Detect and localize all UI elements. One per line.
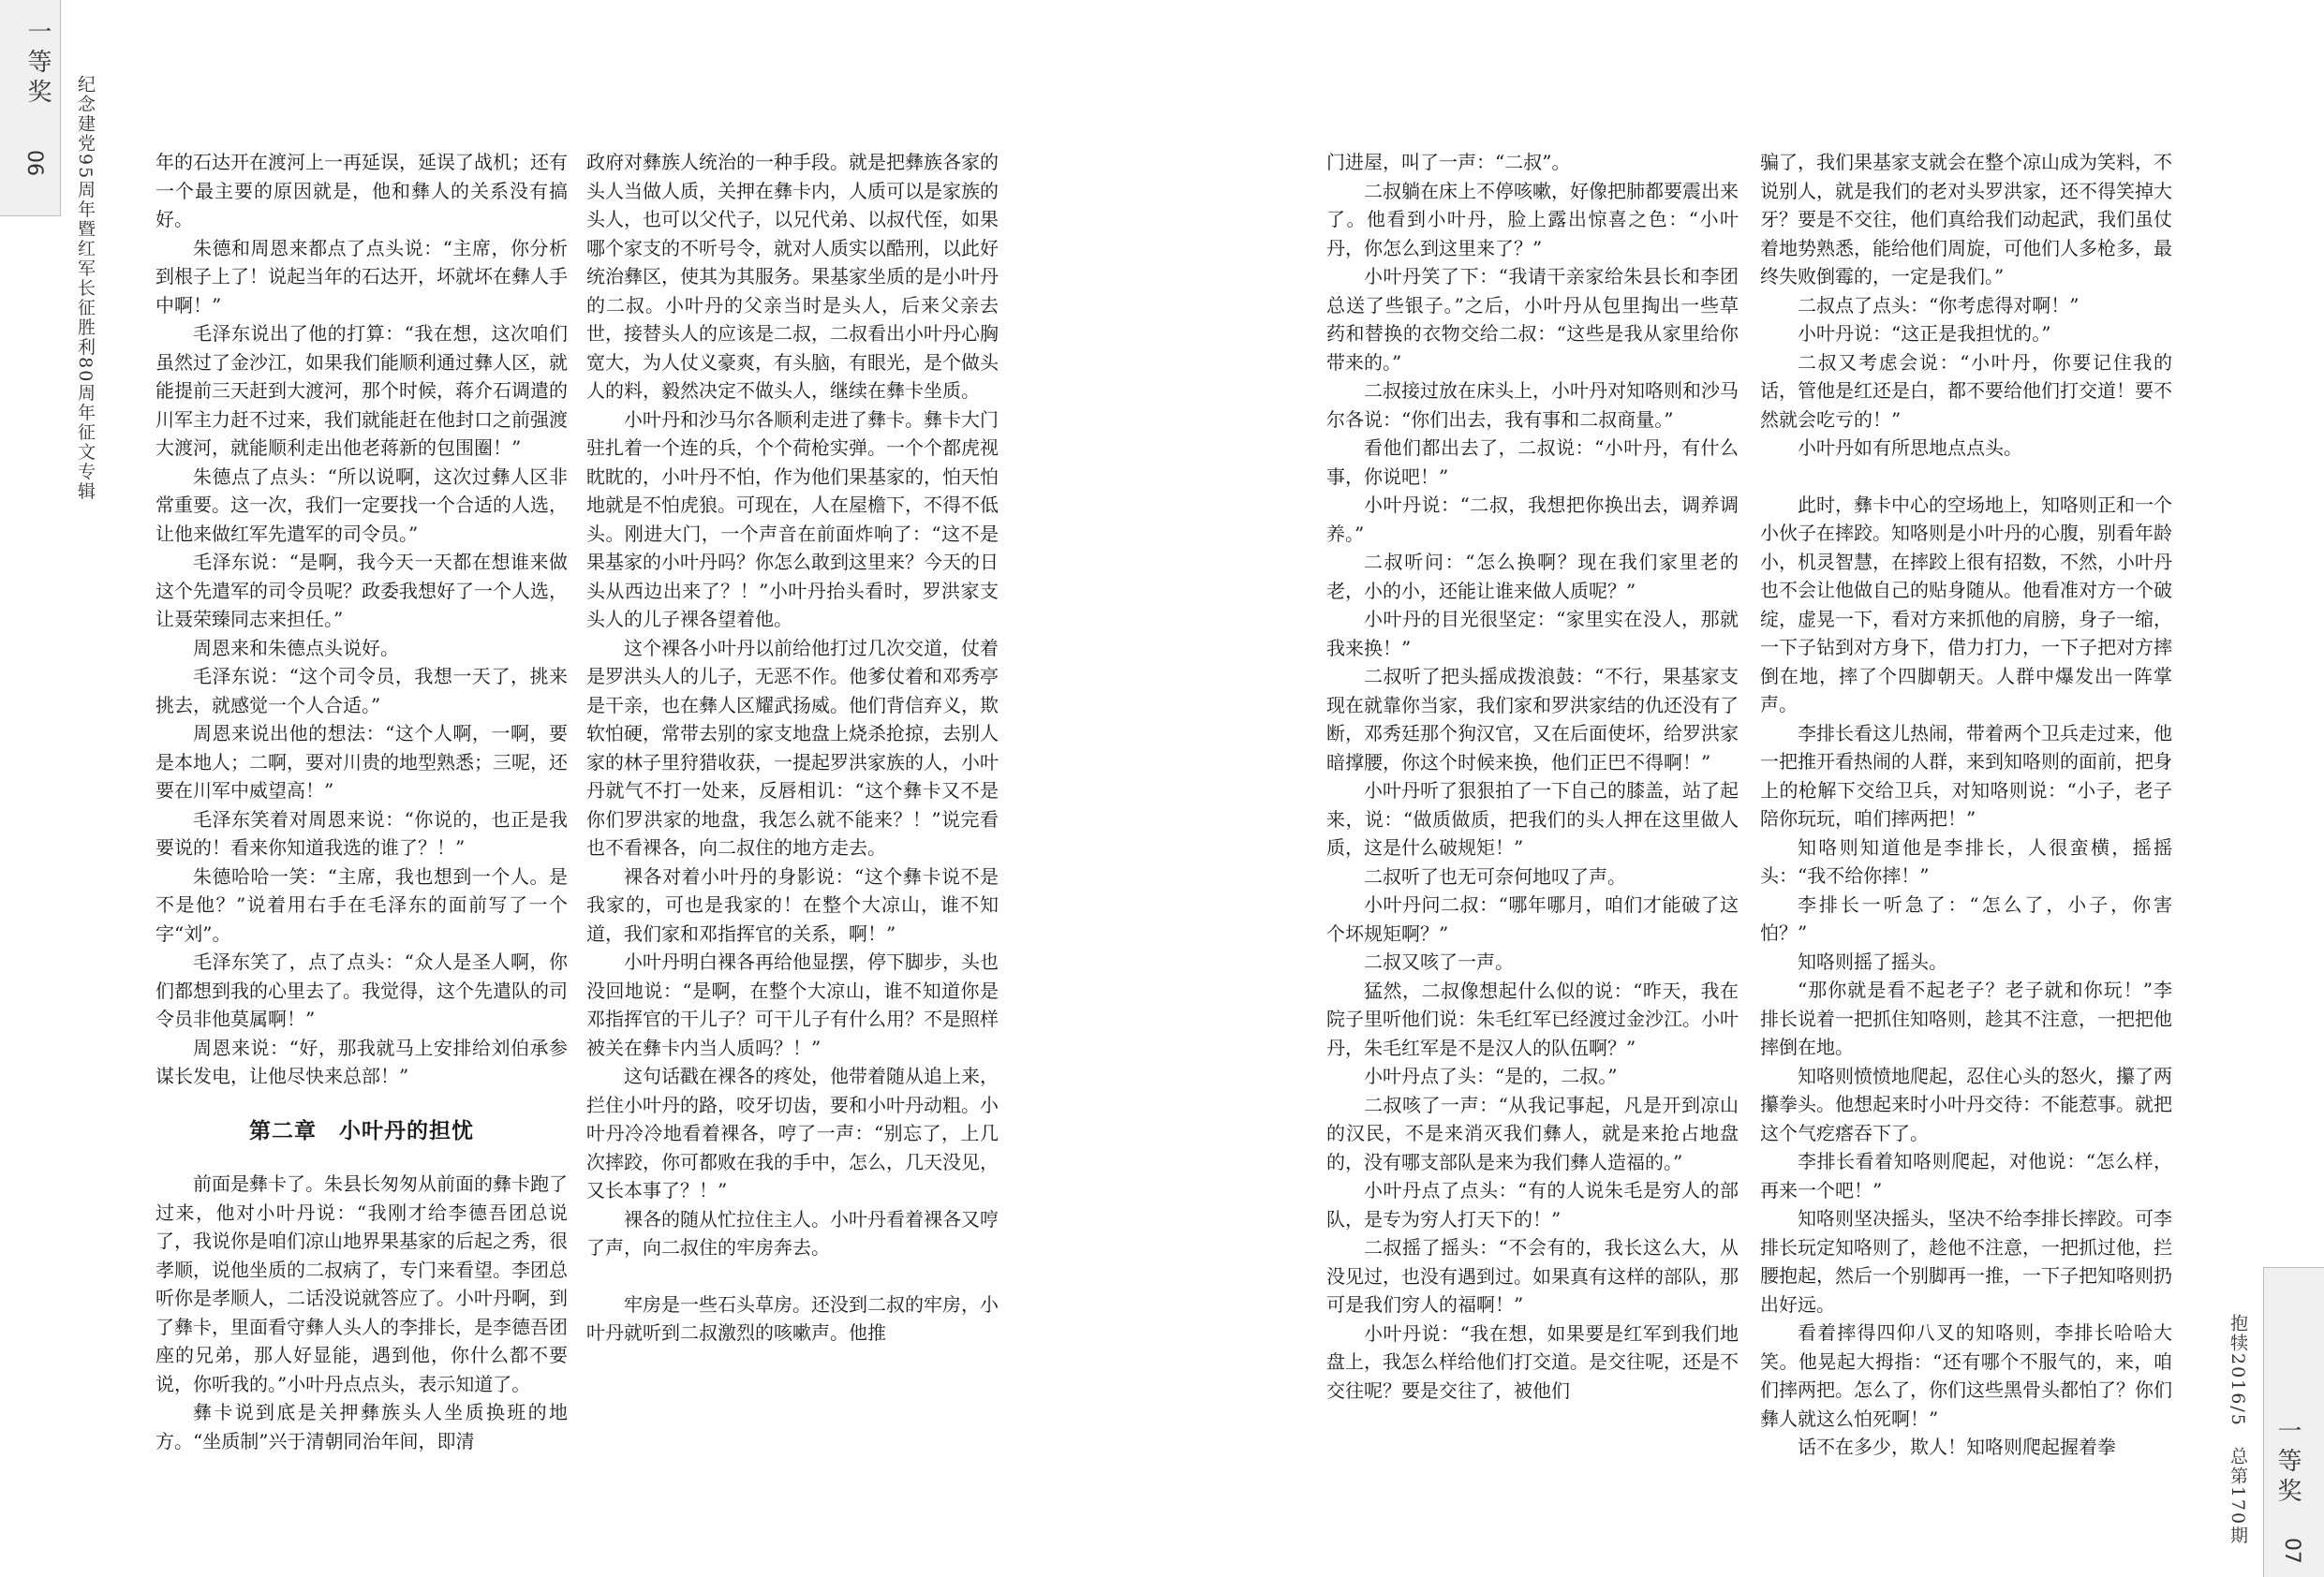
paragraph: 二叔接过放在床头上，小叶丹对知咯则和沙马尔各说：“你们出去，我有事和二叔商量。” (1326, 379, 1739, 431)
paragraph: 李排长看着知咯则爬起，对他说：“怎么样，再来一个吧！” (1760, 1150, 2172, 1201)
right-page (1162, 0, 2324, 1577)
paragraph: 牢房是一些石头草房。还没到二叔的牢房，小叶丹就听到二叔激烈的咳嗽声。他推 (586, 1292, 999, 1344)
paragraph: 小叶丹问二叔：“哪年哪月，咱们才能破了这个坏规矩啊？” (1326, 893, 1739, 945)
paragraph: 小叶丹说：“二叔，我想把你换出去，调养调养。” (1326, 494, 1739, 545)
paragraph: 知咯则知道他是李排长，人很蛮横，摇摇头：“我不给你摔！” (1760, 835, 2172, 887)
text-column-2 (586, 148, 999, 1553)
paragraph: 小叶丹说：“我在想，如果要是红军到我们地盘上，我怎么样给他们打交道。是交往呢，还是不交往呢？要是交往了，被他们 (1326, 1321, 1739, 1402)
paragraph: 小叶丹点了点头：“有的人说朱毛是穷人的部队，是专为穷人打天下的！” (1326, 1179, 1739, 1231)
paragraph: 知咯则坚决摇头，坚决不给李排长摔跤。可李排长玩定知咯则了，趁他不注意，一把抓过他，拦腰抱起，然后一个别脚再一推，一下子把知咯则扔出好远。 (1760, 1207, 2172, 1316)
paragraph: 年的石达开在渡河上一再延误，延误了战机；还有一个最主要的原因就是，他和彝人的关系没有搞好。 (155, 151, 568, 230)
series-title: 纪念建党95周年暨红军长征胜利80周年征文专辑 (75, 75, 96, 502)
paragraph: 猛然，二叔像想起什么似的说：“昨天，我在院子里听他们说：朱毛红军已经渡过金沙江。小叶丹，朱毛红军是不是汉人的队伍啊？” (1326, 979, 1739, 1059)
paragraph: 李排长一听急了：“怎么了，小子，你害怕？” (1760, 892, 2172, 944)
paragraph: 二叔又咳了一声。 (1364, 951, 1514, 973)
paragraph: 骗了，我们果基家支就会在整个凉山成为笑料，不说别人，就是我们的老对头罗洪家，还不得笑掉大牙？要是不交往，他们真给我们动起武，我们虽仗着地势熟悉，能给他们周旋，可他们人多枪多，最终失败倒霉的，一定是我们。” (1760, 151, 2172, 287)
page-tab (0, 0, 61, 216)
paragraph: 话不在多少，欺人！知咯则爬起握着拳 (1798, 1436, 2116, 1458)
paragraph: 政府对彝族人统治的一种手段。就是把彝族各家的头人当做人质，关押在彝卡内，人质可以是家族的头人，也可以父代子，以兄代弟、以叔代侄，如果哪个家支的不听号令，就对人质实以酷刑，以此好统治彝区，使其为其服务。果基家坐质的是小叶丹的二叔。小叶丹的父亲当时是头人，后来父亲去世，接替头人的应该是二叔，二叔看出小叶丹心胸宽大，为人仗义豪爽，有头脑，有眼光，是个做头人的料，毅然决定不做头人，继续在彝卡坐质。 (586, 151, 999, 402)
text-column-4 (1760, 148, 2172, 1553)
section-gap (1760, 463, 2172, 491)
paragraph: 李排长看这儿热闹，带着两个卫兵走过来，他一把推开看热闹的人群，来到知咯则的面前，把身上的枪解下交给卫兵，对知咯则说：“小子，老子陪你玩玩，咱们摔两把！” (1760, 721, 2172, 830)
paragraph: 小叶丹听了狠狠拍了一下自己的膝盖，站了起来，说：“做质做质，把我们的头人押在这里做人质，这是什么破规矩！” (1326, 779, 1739, 859)
paragraph: 毛泽东说出了他的打算：“我在想，这次咱们虽然过了金沙江，如果我们能顺利通过彝人区，就能提前三天赶到大渡河，那个时候，蒋介石调遣的川军主力赶不过来，我们就能赶在他封口之前强渡大渡河，就能顺利走出他老蒋新的包围圈！” (155, 322, 568, 459)
paragraph: 小叶丹如有所思地点点头。 (1798, 436, 2022, 459)
paragraph: 小叶丹说：“这正是我担忧的。” (1798, 322, 2051, 345)
paragraph: 朱德点了点头：“所以说啊，这次过彝人区非常重要。这一次，我们一定要找一个合适的人选，让他来做红军先遣军的司令员。” (155, 464, 568, 545)
section-gap (586, 1262, 999, 1290)
paragraph: 毛泽东说：“这个司令员，我想一天了，挑来挑去，就感觉一个人合适。” (155, 665, 568, 716)
paragraph: 周恩来说出他的想法：“这个人啊，一啊，要是本地人；二啊，要对川贵的地型熟悉；三呢，还要在川军中威望高！” (155, 722, 568, 802)
paragraph: 门进屋，叫了一声：“二叔”。 (1326, 151, 1571, 173)
paragraph: 二叔咳了一声：“从我记事起，凡是开到凉山的汉民，不是来消灭我们彝人，就是来抢占地盘的，没有哪支部队是来为我们彝人造福的。” (1326, 1093, 1739, 1173)
text-column-1 (155, 148, 568, 1553)
page-number: 07 (2280, 1538, 2303, 1564)
paragraph: 看他们都出去了，二叔说：“小叶丹，有什么事，你说吧！” (1326, 436, 1739, 488)
page-number: 06 (22, 150, 46, 176)
award-label: 一等奖 (2273, 1418, 2302, 1508)
paragraph: 朱德和周恩来都点了点头说：“主席，你分析到根子上了！说起当年的石达开，坏就坏在彝人手中啊！” (155, 236, 568, 317)
text-column-3 (1326, 148, 1739, 1553)
paragraph: 彝卡说到底是关押彝族头人坐质换班的地方。“坐质制”兴于清朝同治年间，即清 (155, 1401, 568, 1452)
paragraph: 裸各的随从忙拉住主人。小叶丹看着裸各又哼了声，向二叔住的牢房奔去。 (586, 1207, 999, 1259)
paragraph: 小叶丹的目光很坚定：“家里实在没人，那就我来换！” (1326, 608, 1739, 659)
paragraph: 二叔点了点头：“你考虑得对啊！” (1798, 293, 2080, 317)
paragraph: 小叶丹点了头：“是的，二叔。” (1364, 1065, 1618, 1087)
paragraph: 朱德哈哈一笑：“主席，我也想到一个人。是不是他？”说着用右手在毛泽东的面前写了一个字“刘”。 (155, 864, 568, 945)
paragraph: 这个裸各小叶丹以前给他打过几次交道，仗着是罗洪头人的儿子，无恶不作。他爹仗着和邓秀亭是干亲，也在彝人区耀武扬威。他们背信弃义，欺软怕硬，常带去别的家支地盘上烧杀抢掠，去别人家的林子里狩猎收获，一提起罗洪家族的人，小叶丹就气不打一处来，反唇相讥：“这个彝卡又不是你们罗洪家的地盘，我怎么就不能来？！”说完看也不看裸各，向二叔住的地方走去。 (586, 636, 999, 859)
paragraph: 毛泽东笑了，点了点头：“众人是圣人啊，你们都想到我的心里去了。我觉得，这个先遣队的司令员非他莫属啊！” (155, 951, 568, 1030)
paragraph: 周恩来和朱德点头说好。 (193, 636, 399, 659)
paragraph: 此时，彝卡中心的空场地上，知咯则正和一个小伙子在摔跤。知咯则是小叶丹的心腹，别看年龄小，机灵智慧，在摔跤上很有招数，不然，小叶丹也不会让他做自己的贴身随从。他看准对方一个破绽，虚晃一下，看对方来抓他的肩膀，身子一缩，一下子钻到对方身下，借力打力，一下子把对方摔倒在地，摔了个四脚朝天。人群中爆发出一阵掌声。 (1760, 493, 2172, 715)
paragraph: 周恩来说：“好，那我就马上安排给刘伯承参谋长发电，让他尽快来总部！” (155, 1036, 568, 1087)
paragraph: 二叔听了也无可奈何地叹了声。 (1364, 864, 1626, 888)
paragraph: “那你就是看不起老子？老子就和你玩！”李排长说着一把抓住知咯则，趁其不注意，一把把他摔倒在地。 (1760, 979, 2172, 1058)
paragraph: 毛泽东说：“是啊，我今天一天都在想谁来做这个先遣军的司令员呢？政委我想好了一个人选，让聂荣臻同志来担任。” (155, 551, 568, 630)
paragraph: 裸各对着小叶丹的身影说：“这个彝卡说不是我家的，可也是我家的！在整个大凉山，谁不知道，我们家和邓指挥官的关系，啊！” (586, 864, 999, 945)
paragraph: 前面是彝卡了。朱县长匆匆从前面的彝卡跑了过来，他对小叶丹说：“我刚才给李德吾团总说了，我说你是咱们凉山地界果基家的后起之秀，很孝顺，说他坐质的二叔病了，专门来看望。李团总听你是孝顺人，二话没说就答应了。小叶丹啊，到了彝卡，里面看守彝人头人的李排长，是李德吾团座的兄弟，那人好显能，遇到他，你什么都不要说，你听我的。”小叶丹点点头，表示知道了。 (155, 1172, 568, 1395)
paragraph: 二叔摇了摇头：“不会有的，我长这么大，从没见过，也没有遇到过。如果真有这样的部队，那可是我们穷人的福啊！” (1326, 1236, 1739, 1316)
paragraph: 小叶丹和沙马尔各顺利走进了彝卡。彝卡大门驻扎着一个连的兵，个个荷枪实弹。一个个都虎视眈眈的，小叶丹不怕，作为他们果基家的，怕天怕地就是不怕虎狼。可现在，人在屋檐下，不得不低头。刚进大门，一个声音在前面炸响了：“这不是果基家的小叶丹吗？你怎么敢到这里来？今天的日头从西边出来了？！”小叶丹抬头看时，罗洪家支头人的儿子裸各望着他。 (586, 407, 999, 630)
paragraph: 知咯则愤愤地爬起，忍住心头的怒火，攥了两攥拳头。他想起来时小叶丹交待：不能惹事。就把这个气疙瘩吞下了。 (1760, 1064, 2172, 1144)
paragraph: 二叔又考虑会说：“小叶丹，你要记住我的话，管他是红还是白，都不要给他们打交道！要不然就会吃亏的！” (1760, 350, 2172, 431)
paragraph: 二叔躺在床上不停咳嗽，好像把肺都要震出来了。他看到小叶丹，脸上露出惊喜之色：“小叶丹，你怎么到这里来了？” (1326, 179, 1739, 259)
paragraph: 二叔听了把头摇成拨浪鼓：“不行，果基家支现在就靠你当家，我们家和罗洪家结的仇还没有了断，邓秀廷那个狗汉官，又在后面使坏，给罗洪家暗撑腰，你这个时候来换，他们正巴不得啊！” (1326, 665, 1739, 774)
paragraph: 看着摔得四仰八叉的知咯则，李排长哈哈大笑。他晃起大拇指：“还有哪个不服气的，来，咱们摔两把。怎么了，你们这些黑骨头都怕了？你们彝人就这么怕死啊！” (1760, 1321, 2172, 1430)
paragraph: 这句话戳在裸各的疼处，他带着随从追上来，拦住小叶丹的路，咬牙切齿，要和小叶丹动粗。小叶丹冷冷地看着裸各，哼了一声：“别忘了，上几次摔跤，你可都败在我的手中，怎么，几天没见，又长本事了？！” (586, 1065, 999, 1201)
paragraph: 知咯则摇了摇头。 (1798, 950, 1947, 973)
paragraph: 毛泽东笑着对周恩来说：“你说的，也正是我要说的！看来你知道我选的谁了？！” (155, 807, 568, 859)
paragraph: 小叶丹笑了下：“我请干亲家给朱县长和李团总送了些银子。”之后，小叶丹从包里掏出一些草药和替换的衣物交给二叔：“这些是我从家里给你带来的。” (1326, 265, 1739, 374)
chapter-title: 第二章 小叶丹的担忧 (249, 1118, 474, 1143)
page-tab (2263, 1267, 2324, 1577)
paragraph: 二叔听问：“怎么换啊？现在我们家里老的老，小的小，还能让谁来做人质呢？” (1326, 551, 1739, 602)
issue-label: 抱犊2016/5 总第170期 (2228, 1313, 2248, 1545)
award-label: 一等奖 (23, 19, 52, 109)
paragraph: 小叶丹明白裸各再给他显摆，停下脚步，头也没回地说：“是啊，在整个大凉山，谁不知道你是邓指挥官的干儿子？可干儿子有什么用？不是照样被关在彝卡内当人质吗？！” (586, 951, 999, 1059)
